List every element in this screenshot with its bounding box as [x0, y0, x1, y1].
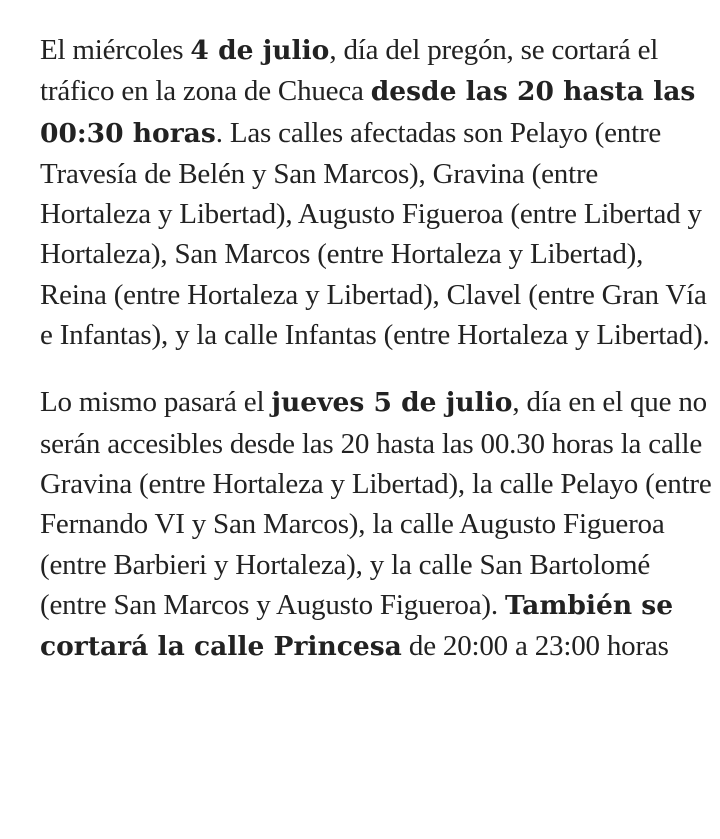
time-highlight: desde las 20 hasta las 00:30 horas — [40, 76, 696, 149]
text-run: , día del pregón, se cortará el tráfico en la zona de Chueca — [40, 34, 659, 108]
text-run: . Las calles afectadas son Pelayo (entre Travesía de Belén y San Marcos), Gravina (entre Hortaleza y Libertad), Augusto Figueroa (entre Libertad y Hortaleza), San Marcos (entre Hortaleza y Libertad), Reina (entre Hortaleza y Libertad), Clavel (entre Gran Vía e Infantas), y la calle Infantas (entre Hortaleza y Libertad). — [40, 116, 710, 352]
text-run: El miércoles — [40, 34, 191, 66]
text-run: Lo mismo pasará el — [40, 386, 272, 419]
street-highlight: También se cortará la calle Princesa — [40, 589, 674, 663]
text-run: , día en el que no serán accesibles desde las 20 hasta las 00.30 horas la calle Gravina (entre Hortaleza y Libertad), la calle Pelayo (entre Fernando VI y San Marcos), la calle Augusto Figueroa (entre Barbieri y Hortaleza), y la calle San Bartolomé (entre San Marcos y Augusto Figueroa). — [40, 386, 712, 621]
article-body — [40, 30, 712, 667]
paragraph-july-4 — [40, 30, 712, 355]
date-highlight: jueves 5 de julio — [271, 387, 513, 419]
date-highlight: 4 de julio — [190, 35, 330, 66]
text-run: de 20:00 a 23:00 horas — [401, 630, 669, 663]
paragraph-july-5 — [40, 382, 712, 667]
